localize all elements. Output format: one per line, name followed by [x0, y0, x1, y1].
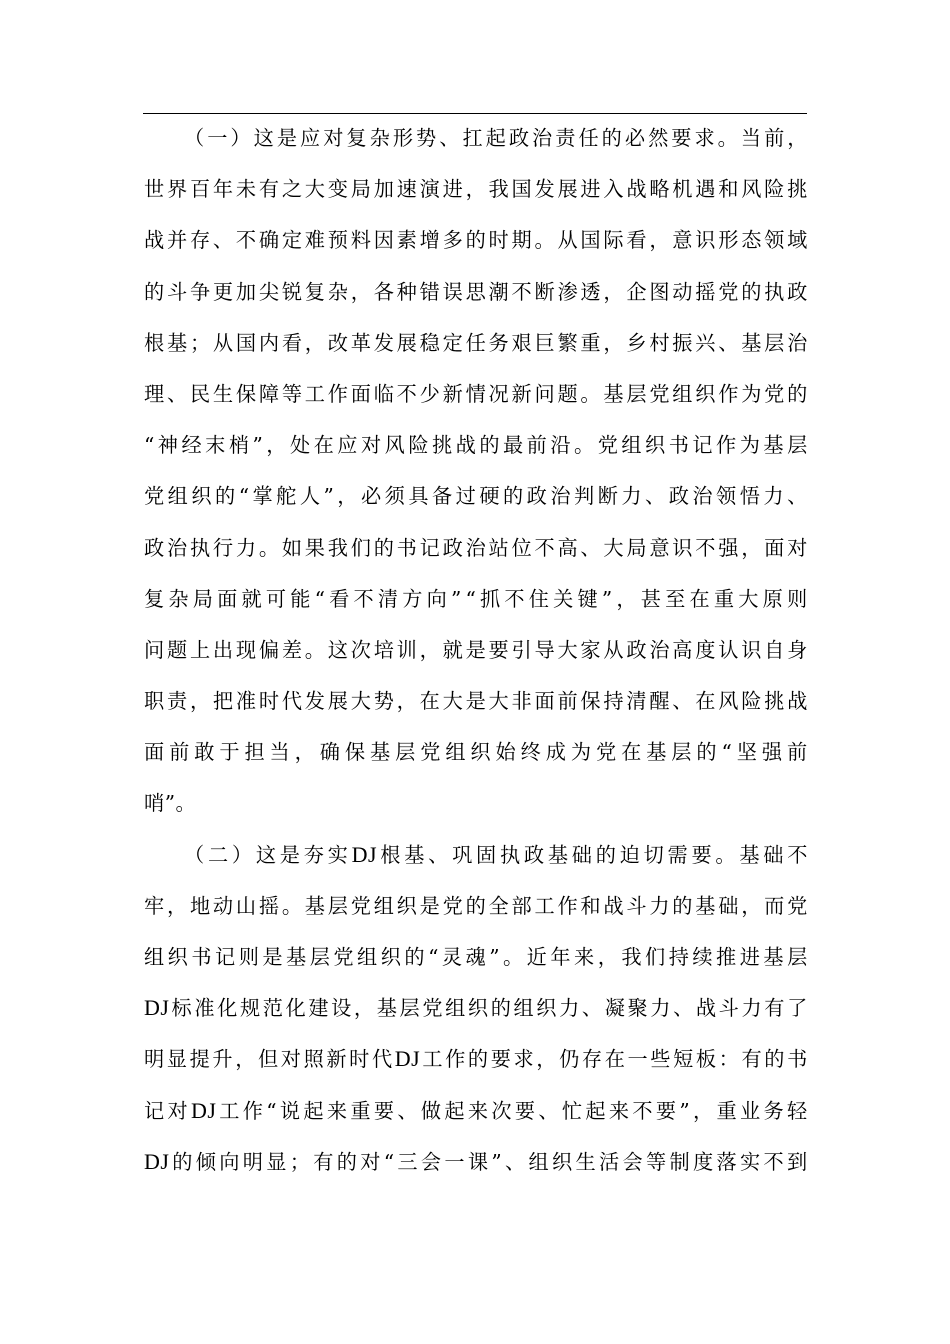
paragraph-line: DJ 的 倾 向 明 显 ； 有 的 对 “ 三 会 一 课 ” 、 组 织 生 活 会 等 制 度 落 实 不 到: [144, 1148, 808, 1174]
paragraph-first-line: （ 一 ） 这 是 应 对 复 杂 形 势 、 扛 起 政 治 责 任 的 必 然 要 求 。 当 前 ，: [184, 126, 808, 150]
paragraph-line: 组 织 书 记 则 是 基 层 党 组 织 的 “ 灵 魂 ” 。 近 年 来 ， 我 们 持 续 推 进 基 层: [144, 945, 808, 969]
paragraph-first-line: （ 二 ） 这 是 夯 实 DJ 根 基 、 巩 固 执 政 基 础 的 迫 切 需 要 。 基 础 不: [184, 841, 808, 867]
paragraph-line: 理 、 民 生 保 障 等 工 作 面 临 不 少 新 情 况 新 问 题 。 基 层 党 组 织 作 为 党 的: [144, 381, 808, 406]
document-body: [144, 116, 808, 1191]
paragraph-line: DJ 标 准 化 规 范 化 建 设 ， 基 层 党 组 织 的 组 织 力 、 凝 聚 力 、 战 斗 力 有 了: [144, 995, 808, 1021]
paragraph-line: 战 并 存 、 不 确 定 难 预 料 因 素 增 多 的 时 期 。 从 国 际 看 ， 意 识 形 态 领 域: [144, 228, 808, 253]
paragraph-line: 的 斗 争 更 加 尖 锐 复 杂 ， 各 种 错 误 思 潮 不 断 渗 透 ， 企 图 动 摇 党 的 执 政: [144, 279, 808, 304]
paragraph-line: 记 对 DJ 工 作 “ 说 起 来 重 要 、 做 起 来 次 要 、 忙 起 来 不 要 ” ， 重 业 务 轻: [144, 1097, 808, 1123]
paragraph-line: 职 责 ， 把 准 时 代 发 展 大 势 ， 在 大 是 大 非 面 前 保 持 清 醒 、 在 风 险 挑 战: [144, 689, 808, 714]
paragraph-line: 党 组 织 的 “ 掌 舵 人 ” ， 必 须 具 备 过 硬 的 政 治 判 断 力 、 政 治 领 悟 力 、: [144, 484, 808, 509]
paragraph-line: 根 基 ； 从 国 内 看 ， 改 革 发 展 稳 定 任 务 艰 巨 繁 重 ， 乡 村 振 兴 、 基 层 治: [144, 330, 808, 355]
paragraph-line: 问 题 上 出 现 偏 差 。 这 次 培 训 ， 就 是 要 引 导 大 家 从 政 治 高 度 认 识 自 身: [144, 637, 808, 662]
paragraph-line: “ 神 经 末 梢 ” ， 处 在 应 对 风 险 挑 战 的 最 前 沿 。 党 组 织 书 记 作 为 基 层: [144, 433, 808, 458]
header-rule: [143, 113, 807, 114]
paragraph-line: 复 杂 局 面 就 可 能 “ 看 不 清 方 向 ” “ 抓 不 住 关 键 ” ， 甚 至 在 重 大 原 则: [144, 586, 808, 611]
paragraph-line: 牢 ， 地 动 山 摇 。 基 层 党 组 织 是 党 的 全 部 工 作 和 战 斗 力 的 基 础 ， 而 党: [144, 893, 808, 918]
paragraph-line: 面 前 敢 于 担 当 ， 确 保 基 层 党 组 织 始 终 成 为 党 在 基 层 的 “ 坚 强 前: [144, 740, 808, 765]
paragraph-line: 政 治 执 行 力 。 如 果 我 们 的 书 记 政 治 站 位 不 高 、 大 局 意 识 不 强 ， 面 对: [144, 535, 808, 560]
paragraph-line: 明 显 提 升 ， 但 对 照 新 时 代 DJ 工 作 的 要 求 ， 仍 存 在 一 些 短 板 ： 有 的 书: [144, 1046, 808, 1072]
paragraph-line: 哨 ” 。: [144, 791, 197, 816]
paragraph-line: 世 界 百 年 未 有 之 大 变 局 加 速 演 进 ， 我 国 发 展 进 入 战 略 机 遇 和 风 险 挑: [144, 177, 808, 202]
